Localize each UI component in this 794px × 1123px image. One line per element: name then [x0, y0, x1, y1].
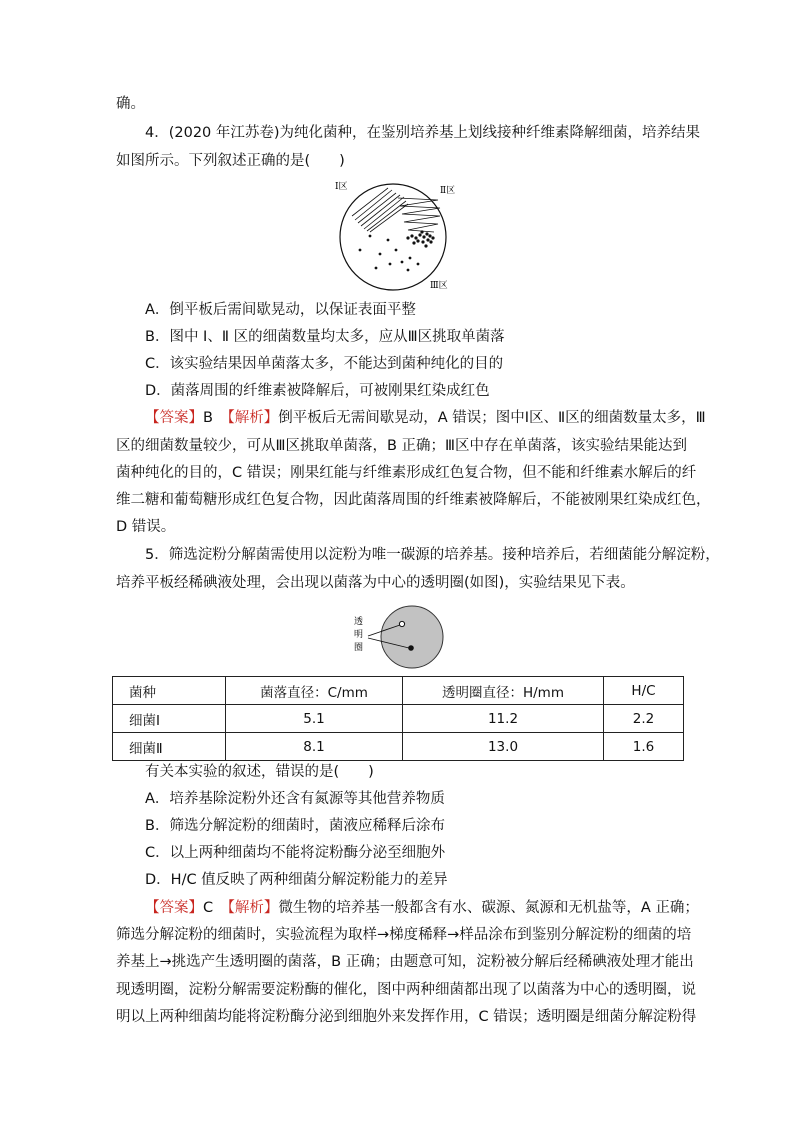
table-cell: 1.6: [604, 733, 684, 761]
q4-option-c: C．该实验结果因单菌落太多，不能达到菌种纯化的目的: [145, 356, 504, 372]
answer-letter: C: [203, 900, 214, 916]
q4-stem: 4．(2020 年江苏卷)为纯化菌种，在鉴别培养基上划线接种纤维素降解细菌，培养结果: [145, 125, 701, 141]
table-header: 透明圈直径：H/mm: [403, 677, 604, 705]
label-char: 明: [354, 630, 364, 640]
q4-option-d: D．菌落周围的纤维素被降解后，可被刚果红染成红色: [145, 383, 490, 399]
colonies: [359, 230, 435, 271]
q5-analysis: 筛选分解淀粉的细菌时，实验流程为取样→梯度稀释→样品涂布到鉴别分解淀粉的细菌的培: [116, 927, 692, 943]
table-row: [113, 733, 684, 761]
halo-figure: [350, 602, 450, 672]
table-header-row: [113, 677, 684, 705]
plate-circle: [381, 606, 443, 668]
q4-option-b: B．图中 Ⅰ、Ⅱ 区的细菌数量均太多，应从Ⅲ区挑取单菌落: [145, 329, 505, 345]
q5-stem: 培养平板经稀碘液处理，会出现以菌落为中心的透明圈(如图)，实验结果见下表。: [116, 575, 635, 591]
q5-option-c: C．以上两种细菌均不能将淀粉酶分泌至细胞外: [145, 845, 446, 861]
answer-tag: 【答案】: [145, 410, 203, 426]
answer-letter: B: [203, 410, 213, 426]
label-char: 透: [354, 617, 364, 627]
table-cell: 细菌Ⅰ: [113, 705, 226, 733]
table-header: 菌落直径：C/mm: [226, 677, 403, 705]
analysis-tag: 【解析】: [227, 900, 279, 916]
colony-dot: [408, 645, 414, 651]
zone-1-label: Ⅰ区: [335, 182, 348, 192]
q5-analysis: 现透明圈，淀粉分解需要淀粉酶的催化，图中两种细菌都出现了以菌落为中心的透明圈，说: [116, 982, 696, 998]
q4-answer-line: [145, 408, 706, 428]
analysis-tag: 【解析】: [227, 410, 279, 426]
halo-small: [399, 621, 404, 626]
q5-option-b: B．筛选分解淀粉的细菌时，菌液应稀释后涂布: [145, 818, 445, 834]
q4-analysis: 区的细菌数量较少，可从Ⅲ区挑取单菌落，B 正确；Ⅲ区中存在单菌落，该实验结果能达到: [116, 438, 688, 454]
q5-option-d: D．H/C 值反映了两种细菌分解淀粉能力的差异: [145, 872, 448, 888]
results-table: [112, 676, 684, 761]
answer-tag: 【答案】: [145, 900, 203, 916]
q5-analysis: 养基上→挑选产生透明圈的菌落，B 正确；由题意可知，淀粉被分解后经稀碘液处理才能出: [116, 954, 694, 970]
table-cell: 5.1: [226, 705, 403, 733]
q4-analysis: 菌种纯化的目的，C 错误；刚果红能与纤维素形成红色复合物，但不能和纤维素水解后的纤: [116, 465, 697, 481]
text-line: 确。: [116, 96, 145, 112]
q4-analysis: 维二糖和葡萄糖形成红色复合物，因此菌落周围的纤维素被降解后，不能被刚果红染成红色，: [116, 492, 711, 508]
table-row: [113, 705, 684, 733]
table-header: H/C: [604, 677, 684, 705]
q5-stem: 5．筛选淀粉分解菌需使用以淀粉为唯一碳源的培养基。接种培养后，若细菌能分解淀粉，: [145, 547, 720, 563]
table-cell: 8.1: [226, 733, 403, 761]
table-cell: 13.0: [403, 733, 604, 761]
q5-analysis: 明以上两种细菌均能将淀粉酶分泌到细胞外来发挥作用，C 错误；透明圈是细菌分解淀粉得: [116, 1009, 697, 1025]
label-char: 圈: [354, 643, 364, 653]
zone-3-label: Ⅲ区: [430, 281, 448, 291]
q4-option-a: A．倒平板后需间歇晃动，以保证表面平整: [145, 302, 416, 318]
analysis-text: 微生物的培养基一般都含有水、碳源、氮源和无机盐等，A 正确；: [278, 900, 699, 916]
q4-analysis: D 错误。: [116, 519, 176, 535]
zone-2-label: Ⅱ区: [440, 186, 456, 196]
table-cell: 细菌Ⅱ: [113, 733, 226, 761]
q4-stem: 如图所示。下列叙述正确的是( ): [116, 153, 345, 169]
table-cell: 2.2: [604, 705, 684, 733]
analysis-text: 倒平板后无需间歇晃动，A 错误；图中Ⅰ区、Ⅱ区的细菌数量太多，Ⅲ: [278, 410, 706, 426]
streak-plate-figure: [330, 176, 460, 294]
table-header: 菌种: [113, 677, 226, 705]
q5-option-a: A．培养基除淀粉外还含有氮源等其他营养物质: [145, 791, 445, 807]
q5-question: 有关本实验的叙述，错误的是( ): [145, 764, 374, 780]
q5-answer-line: [145, 898, 699, 918]
table-cell: 11.2: [403, 705, 604, 733]
